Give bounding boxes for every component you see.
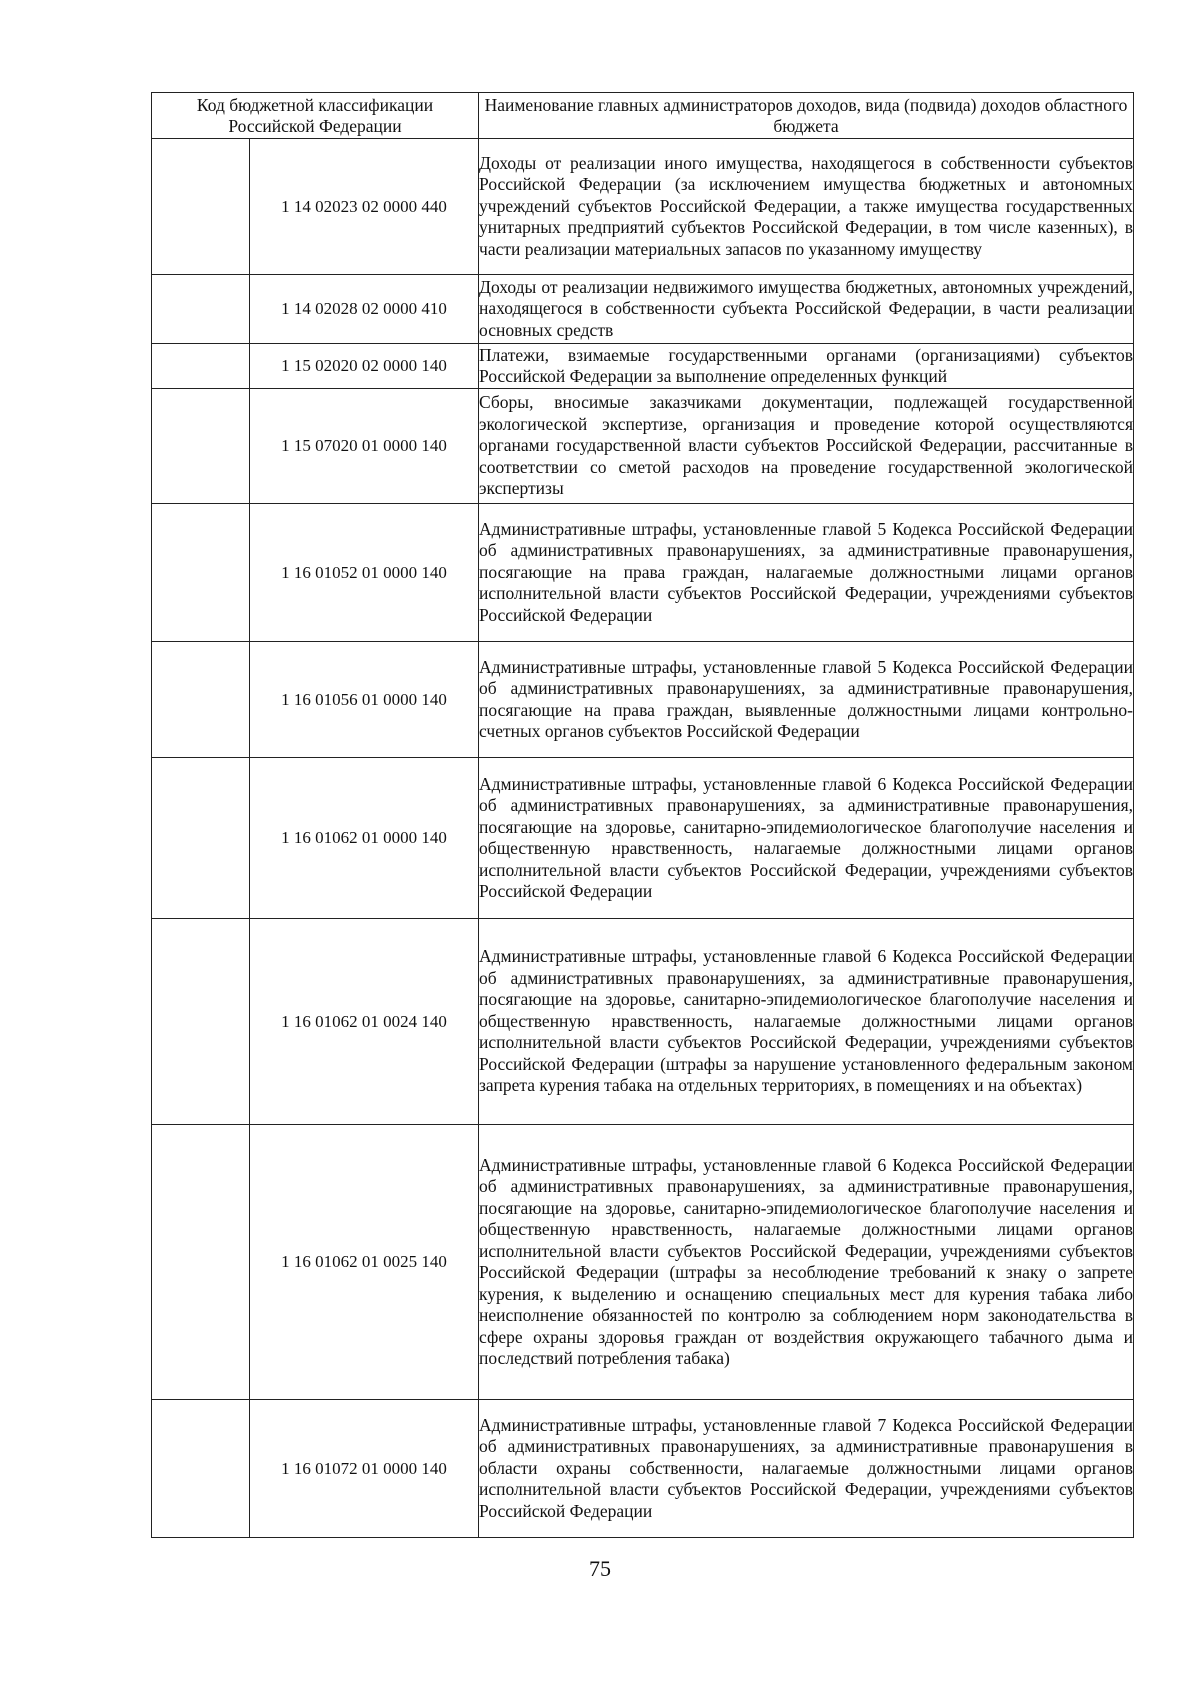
revenue-code-cell: 1 14 02023 02 0000 440 — [250, 139, 479, 275]
revenue-name-cell: Административные штрафы, установленные главой 7 Кодекса Российской Федерации об административных правонарушениях, за административные правонарушения в области охраны собственности, налагаемые должностными лицами органов исполнительной власти субъектов Российской Федерации, учреждениями субъектов Российской Федерации — [479, 1400, 1134, 1538]
revenue-code-cell: 1 16 01062 01 0024 140 — [250, 919, 479, 1125]
table-row — [152, 758, 1134, 919]
revenue-code-cell: 1 16 01072 01 0000 140 — [250, 1400, 479, 1538]
revenue-classification-table — [151, 92, 1134, 1538]
admin-code-cell — [152, 389, 250, 504]
table-row — [152, 504, 1134, 642]
revenue-name-cell: Административные штрафы, установленные главой 6 Кодекса Российской Федерации об административных правонарушениях, за административные правонарушения, посягающие на здоровье, санитарно-эпидемиологическое благополучие населения и общественную нравственность, налагаемые должностными лицами органов исполнительной власти субъектов Российской Федерации, учреждениями субъектов Российской Федерации (штрафы за несоблюдение требований к знаку о запрете курения, к выделению и оснащению специальных мест для курения табака либо неисполнение обязанностей по контролю за соблюдением норм законодательства в сфере охраны здоровья граждан от воздействия окружающего табачного дыма и последствий потребления табака) — [479, 1125, 1134, 1400]
admin-code-cell — [152, 919, 250, 1125]
table-row — [152, 275, 1134, 344]
table-row — [152, 642, 1134, 758]
revenue-code-cell: 1 16 01062 01 0025 140 — [250, 1125, 479, 1400]
revenue-name-cell: Административные штрафы, установленные главой 6 Кодекса Российской Федерации об административных правонарушениях, за административные правонарушения, посягающие на здоровье, санитарно-эпидемиологическое благополучие населения и общественную нравственность, налагаемые должностными лицами органов исполнительной власти субъектов Российской Федерации, учреждениями субъектов Российской Федерации — [479, 758, 1134, 919]
table-row — [152, 344, 1134, 389]
table-row — [152, 139, 1134, 275]
admin-code-cell — [152, 758, 250, 919]
admin-code-cell — [152, 642, 250, 758]
revenue-name-cell: Административные штрафы, установленные главой 5 Кодекса Российской Федерации об административных правонарушениях, за административные правонарушения, посягающие на права граждан, налагаемые должностными лицами органов исполнительной власти субъектов Российской Федерации, учреждениями субъектов Российской Федерации — [479, 504, 1134, 642]
revenue-code-cell: 1 16 01052 01 0000 140 — [250, 504, 479, 642]
table-row — [152, 1125, 1134, 1400]
header-name-column: Наименование главных администраторов доходов, вида (подвида) доходов областного бюджета — [479, 93, 1134, 139]
table-header-row — [152, 93, 1134, 139]
admin-code-cell — [152, 1125, 250, 1400]
page-number: 75 — [589, 1556, 611, 1581]
table-row — [152, 919, 1134, 1125]
admin-code-cell — [152, 1400, 250, 1538]
revenue-code-cell: 1 15 07020 01 0000 140 — [250, 389, 479, 504]
revenue-code-cell: 1 14 02028 02 0000 410 — [250, 275, 479, 344]
revenue-code-cell: 1 15 02020 02 0000 140 — [250, 344, 479, 389]
admin-code-cell — [152, 344, 250, 389]
header-code-column: Код бюджетной классификации Российской Федерации — [152, 93, 479, 139]
revenue-name-cell: Административные штрафы, установленные главой 5 Кодекса Российской Федерации об административных правонарушениях, за административные правонарушения, посягающие на права граждан, выявленные должностными лицами контрольно-счетных органов субъектов Российской Федерации — [479, 642, 1134, 758]
table-row — [152, 1400, 1134, 1538]
revenue-code-cell: 1 16 01056 01 0000 140 — [250, 642, 479, 758]
revenue-name-cell: Административные штрафы, установленные главой 6 Кодекса Российской Федерации об административных правонарушениях, за административные правонарушения, посягающие на здоровье, санитарно-эпидемиологическое благополучие населения и общественную нравственность, налагаемые должностными лицами органов исполнительной власти субъектов Российской Федерации, учреждениями субъектов Российской Федерации (штрафы за нарушение установленного федеральным законом запрета курения табака на отдельных территориях, в помещениях и на объектах) — [479, 919, 1134, 1125]
revenue-name-cell: Доходы от реализации недвижимого имущества бюджетных, автономных учреждений, находящегося в собственности субъекта Российской Федерации, в части реализации основных средств — [479, 275, 1134, 344]
revenue-code-cell: 1 16 01062 01 0000 140 — [250, 758, 479, 919]
admin-code-cell — [152, 275, 250, 344]
revenue-name-cell: Сборы, вносимые заказчиками документации, подлежащей государственной экологической экспертизе, организация и проведение которой осуществляются органами государственной власти субъектов Российской Федерации, рассчитанные в соответствии со сметой расходов на проведение государственной экологической экспертизы — [479, 389, 1134, 504]
admin-code-cell — [152, 139, 250, 275]
revenue-name-cell: Платежи, взимаемые государственными органами (организациями) субъектов Российской Федерации за выполнение определенных функций — [479, 344, 1134, 389]
admin-code-cell — [152, 504, 250, 642]
revenue-name-cell: Доходы от реализации иного имущества, находящегося в собственности субъектов Российской Федерации (за исключением имущества бюджетных и автономных учреждений субъектов Российской Федерации, а также имущества государственных унитарных предприятий субъектов Российской Федерации, в том числе казенных), в части реализации материальных запасов по указанному имуществу — [479, 139, 1134, 275]
table-row — [152, 389, 1134, 504]
